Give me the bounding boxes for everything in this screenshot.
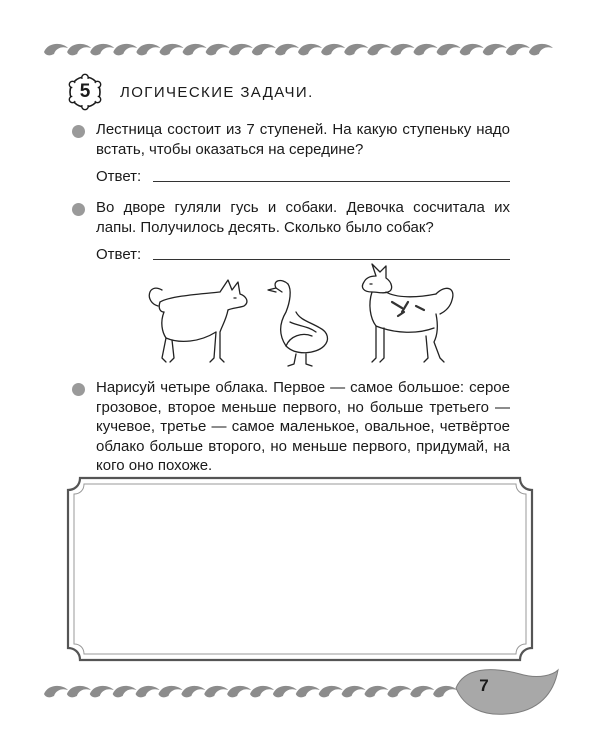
swirl-ornament-icon	[529, 44, 553, 55]
swirl-ornament-icon	[410, 686, 434, 697]
swirl-ornament-icon	[227, 686, 251, 697]
task-2-bullet	[72, 203, 85, 216]
swirl-ornament-icon	[342, 686, 366, 697]
task-2-answer-line[interactable]	[153, 259, 510, 260]
task-3-text: Нарисуй четыре облака. Первое — самое большое: серое грозовое, второе меньше первого, но больше третьего — кучевое, третье — самое маленькое, овальное, четвёртое облако больше второго, но меньше первого, придумай, на кого оно похоже.	[96, 379, 510, 474]
task-1-text: Лестница состоит из 7 ступеней. На какую ступеньку надо встать, чтобы оказаться на середине?	[96, 121, 510, 158]
swirl-ornament-icon	[44, 686, 68, 697]
swirl-ornament-icon	[90, 44, 114, 55]
task-2-answer-label: Ответ:	[96, 246, 142, 263]
swirl-ornament-icon	[344, 44, 368, 55]
swirl-ornament-icon	[390, 44, 414, 55]
swirl-ornament-icon	[229, 44, 253, 55]
swirl-ornament-icon	[44, 44, 68, 55]
flower-badge-icon	[66, 73, 104, 111]
swirl-ornament-icon	[159, 44, 183, 55]
task-1-answer-line[interactable]	[153, 181, 510, 182]
task-3-bullet	[72, 383, 85, 396]
bottom-ornament-band	[0, 680, 470, 702]
task-2-text: Во дворе гуляли гусь и собаки. Девочка сосчитала их лапы. Получилось десять. Сколько было собак?	[96, 199, 510, 236]
swirl-ornament-icon	[67, 44, 91, 55]
swirl-ornament-icon	[364, 686, 388, 697]
swirl-ornament-icon	[113, 44, 137, 55]
page-number: 7	[479, 676, 489, 695]
swirl-ornament-icon	[113, 686, 137, 697]
animals-illustration	[140, 262, 470, 372]
swirl-ornament-icon	[252, 44, 276, 55]
swirl-ornament-icon	[136, 686, 160, 697]
swirl-ornament-icon	[506, 44, 530, 55]
swirl-ornament-icon	[321, 44, 345, 55]
swirl-ornament-icon	[183, 44, 207, 55]
task-1-bullet	[72, 125, 85, 138]
dog-left-icon	[149, 280, 247, 362]
swirl-ornament-icon	[319, 686, 343, 697]
swirl-ornament-icon	[181, 686, 205, 697]
swirl-ornament-icon	[367, 44, 391, 55]
swirl-ornament-icon	[273, 686, 297, 697]
task-1-answer-label: Ответ:	[96, 168, 142, 185]
dog-right-icon	[362, 264, 452, 362]
swirl-ornament-icon	[250, 686, 274, 697]
task-1-answer	[96, 165, 510, 185]
section-header	[66, 72, 314, 112]
swirl-ornament-icon	[387, 686, 411, 697]
task-2-answer	[96, 243, 510, 263]
swirl-ornament-icon	[67, 686, 91, 697]
section-number: 5	[79, 81, 91, 102]
swirl-ornament-icon	[460, 44, 484, 55]
swirl-ornament-icon	[483, 44, 507, 55]
section-title: ЛОГИЧЕСКИЕ ЗАДАЧИ.	[120, 83, 314, 101]
swirl-ornament-icon	[158, 686, 182, 697]
page-number-tab	[450, 664, 560, 724]
swirl-ornament-icon	[437, 44, 461, 55]
swirl-ornament-icon	[413, 44, 437, 55]
goose-icon	[268, 281, 327, 366]
swirl-ornament-icon	[90, 686, 114, 697]
swirl-ornament-icon	[206, 44, 230, 55]
swirl-ornament-icon	[204, 686, 228, 697]
swirl-ornament-icon	[275, 44, 299, 55]
drawing-frame[interactable]	[66, 476, 534, 662]
swirl-ornament-icon	[296, 686, 320, 697]
top-ornament-band	[0, 38, 600, 60]
swirl-ornament-icon	[136, 44, 160, 55]
swirl-ornament-icon	[298, 44, 322, 55]
